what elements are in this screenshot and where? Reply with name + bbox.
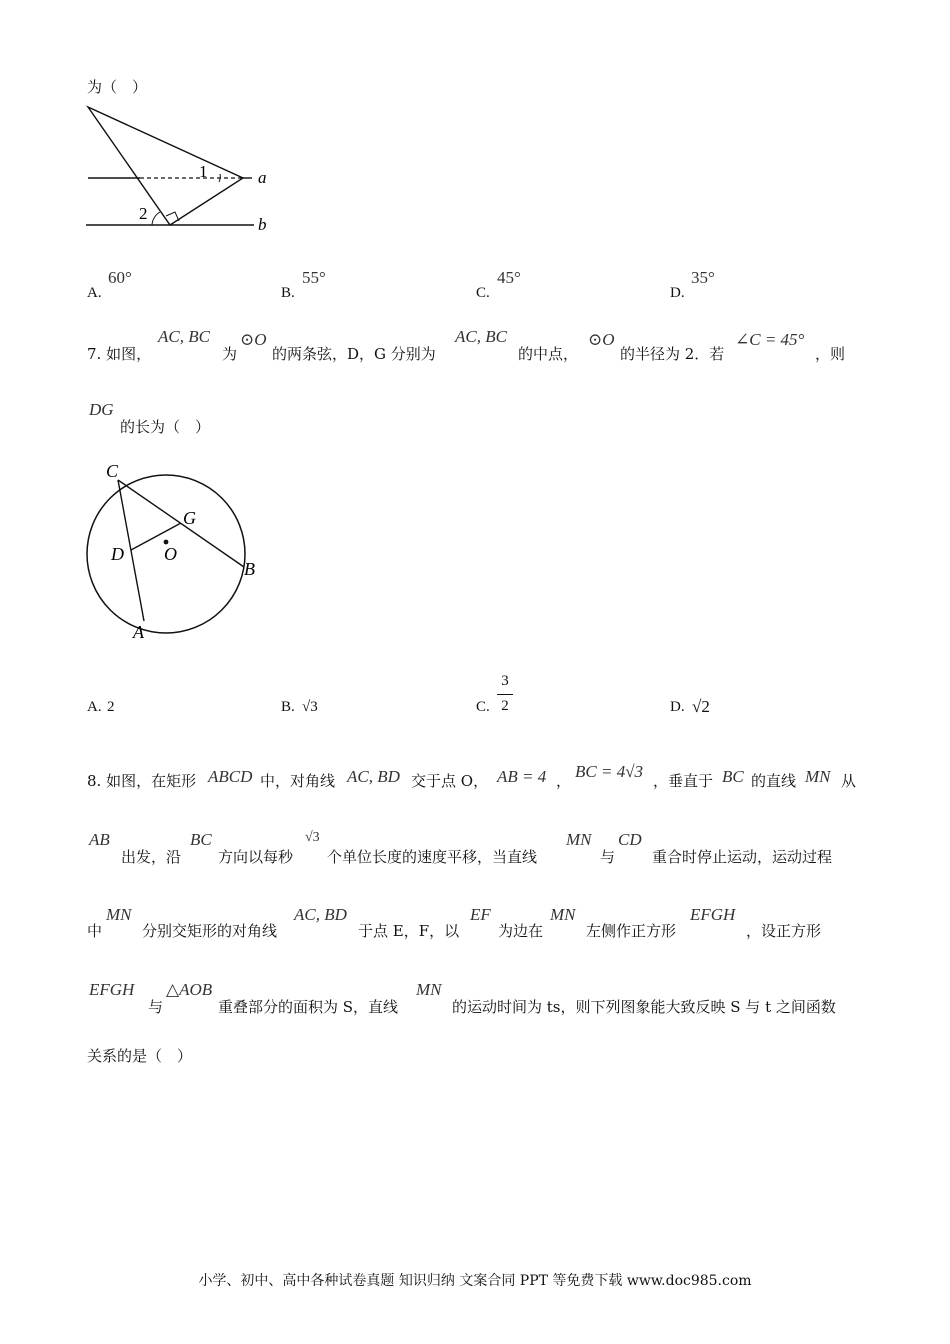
- q7-point-b-label: B: [244, 559, 255, 579]
- q8-l2-math-mn: MN: [566, 830, 592, 849]
- q8-l2-math-sqrt3: √3: [305, 830, 320, 845]
- q8-l4-text-3: 的运动时间为 ts，则下列图象能大致反映 S 与 t 之间函数: [452, 998, 836, 1016]
- q7-point-d-label: D: [111, 544, 124, 564]
- q8-l1-text-2: 中，对角线: [260, 772, 336, 790]
- page-footer: 小学、初中、高中各种试卷真题 知识归纳 文案合同 PPT 等免费下载 www.doc985.com: [198, 1273, 752, 1289]
- q7-point-c-label: C: [106, 461, 119, 481]
- q8-l1-text-6: 的直线: [751, 772, 797, 790]
- q8-l1-text-3: 交于点 O，: [411, 772, 489, 790]
- q7-option-b-value: √3: [302, 699, 318, 715]
- q6-option-a-value: 60°: [108, 268, 132, 287]
- q7-text-3: 的两条弦，D，G 分别为: [272, 345, 436, 363]
- q8-l2-math-bc: BC: [190, 830, 212, 849]
- q7-option-b-letter: B.: [281, 699, 295, 715]
- q8-l3-text-4: 为边在: [498, 922, 544, 940]
- q6-option-b-letter: B.: [281, 285, 295, 301]
- q6-option-a-letter: A.: [87, 285, 102, 301]
- q8-l1-text-1: 8. 如图，在矩形: [87, 772, 197, 790]
- q8-l1-math-ac-bd: AC, BD: [347, 767, 400, 786]
- q7-math-dg: DG: [89, 400, 114, 419]
- q7-option-d-letter: D.: [670, 699, 685, 715]
- q8-l2-text-3: 个单位长度的速度平移，当直线: [327, 848, 538, 866]
- q7-option-a-letter: A.: [87, 699, 102, 715]
- q6-option-d-letter: D.: [670, 285, 685, 301]
- q7-option-c-fraction-bar: [497, 694, 513, 695]
- q6-option-c-value: 45°: [497, 268, 521, 287]
- q8-l1-math-abcd: ABCD: [208, 767, 253, 786]
- q8-l2-math-ab: AB: [89, 830, 110, 849]
- q8-l4-text-1: 与: [148, 998, 164, 1016]
- q8-l1-math-bc-2: BC: [722, 767, 744, 786]
- q7-point-g-label: G: [183, 508, 196, 528]
- q8-l1-math-bc: BC = 4√3: [575, 762, 644, 781]
- q8-l4-text-2: 重叠部分的面积为 S，直线: [218, 998, 399, 1016]
- q7-math-ac-bc: AC, BC: [158, 327, 210, 346]
- q8-l1-text-4: ，: [556, 772, 572, 790]
- q7-option-d-value: √2: [692, 697, 710, 716]
- q8-l2-text-1: 出发，沿: [121, 848, 182, 866]
- q7-math-circle-o-2: ⊙O: [588, 330, 615, 349]
- q8-l3-math-efgh: EFGH: [690, 905, 736, 924]
- q8-l5-text: 关系的是（ ）: [87, 1047, 193, 1065]
- q7-text-7: 的长为（ ）: [120, 418, 211, 436]
- q6-angle-1-label: 1: [199, 162, 208, 181]
- q7-option-c-denominator: 2: [501, 698, 509, 714]
- q7-text-5: 的半径为 2．若: [620, 345, 725, 363]
- q8-l4-math-efgh: EFGH: [89, 980, 135, 999]
- q8-l2-text-2: 方向以每秒: [218, 848, 294, 866]
- q7-point-o-label: O: [164, 544, 177, 564]
- q7-text-1: 7. 如图，: [87, 345, 152, 363]
- q6-angle-2-label: 2: [139, 204, 148, 223]
- q6-line-b-label: b: [258, 215, 267, 234]
- q8-l3-text-1: 中: [87, 922, 103, 940]
- q7-figure: [80, 455, 270, 650]
- q8-l3-text-2: 分别交矩形的对角线: [142, 922, 278, 940]
- q7-math-circle-o: ⊙O: [240, 330, 267, 349]
- q8-l1-math-ab: AB = 4: [497, 767, 547, 786]
- q7-text-2: 为: [222, 345, 238, 363]
- q8-l3-math-mn: MN: [106, 905, 132, 924]
- q8-l2-text-4: 与: [600, 848, 616, 866]
- q8-l4-math-mn: MN: [416, 980, 442, 999]
- q8-l1-text-7: 从: [841, 772, 857, 790]
- q7-option-a-value: 2: [107, 699, 115, 715]
- q8-l3-text-3: 于点 E，F，以: [358, 922, 460, 940]
- q8-l2-text-5: 重合时停止运动，运动过程: [652, 848, 833, 866]
- q8-l2-math-cd: CD: [618, 830, 642, 849]
- q8-l1-math-mn: MN: [805, 767, 831, 786]
- q7-option-c-numerator: 3: [501, 673, 509, 689]
- q7-math-angle-c: ∠C = 45°: [735, 330, 805, 349]
- q6-option-b-value: 55°: [302, 268, 326, 287]
- q7-text-4: 的中点，: [518, 345, 579, 363]
- q8-l3-text-6: ，设正方形: [746, 922, 822, 940]
- q7-option-c-letter: C.: [476, 699, 490, 715]
- q6-figure: [80, 100, 290, 240]
- q8-l3-text-5: 左侧作正方形: [586, 922, 677, 940]
- q8-l3-math-ef: EF: [470, 905, 491, 924]
- q7-text-6: ，则: [815, 345, 846, 363]
- q7-point-a-label: A: [133, 622, 144, 642]
- q6-option-c-letter: C.: [476, 285, 490, 301]
- q6-option-d-value: 35°: [691, 268, 715, 287]
- q6-line-a-label: a: [258, 168, 267, 187]
- q7-math-ac-bc-2: AC, BC: [455, 327, 507, 346]
- q8-l1-text-5: ，垂直于: [653, 772, 714, 790]
- q6-continuation: 为（ ）: [87, 78, 148, 96]
- q8-l3-math-mn-2: MN: [550, 905, 576, 924]
- q8-l3-math-ac-bd: AC, BD: [294, 905, 347, 924]
- q8-l4-math-aob: △AOB: [166, 980, 213, 999]
